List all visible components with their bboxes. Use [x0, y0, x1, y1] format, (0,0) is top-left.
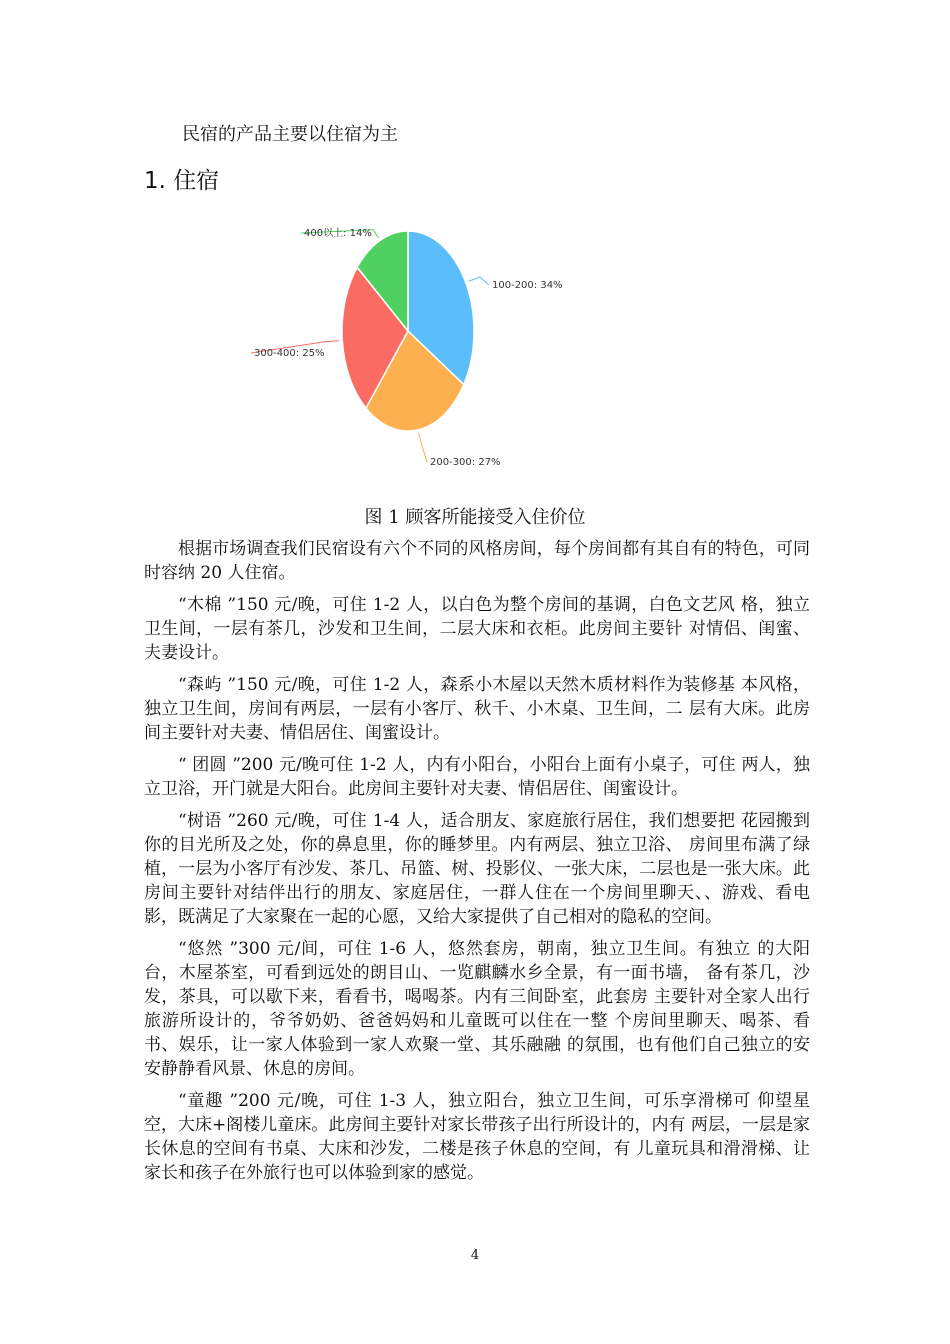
paragraph: “树语 ”260 元/晚，可住 1-4 人，适合朋友、家庭旅行居住，我们想要把 花园搬到你的目光所及之处，你的鼻息里，你的睡梦里。内有两层、独立卫浴、 房间里布满了绿植，一层为小客厅有沙发、茶几、吊篮、树、投影仪、一张大床，二层也是一张大床。此房间主要针对结伴出行的朋友、家庭居住，一群人住在一个房间里聊天、、游戏、看电影，既满足了大家聚在一起的心愿，又给大家提供了自己相对的隐私的空间。 — [144, 811, 810, 927]
pie-slice-label-0: 100-200: 34% — [492, 280, 563, 291]
pie-leader-line-1 — [419, 433, 427, 462]
pie-chart-svg — [230, 215, 630, 480]
figure-caption: 图 1 顾客所能接受入住价位 — [364, 507, 586, 528]
paragraph: “悠然 ”300 元/间，可住 1-6 人，悠然套房，朝南，独立卫生间。有独立 的大阳台，木屋茶室，可看到远处的朗目山、一览麒麟水乡全景，有一面书墙， 备有茶几，沙发，茶具，可以歇下来，看看书，喝喝茶。内有三间卧室，此套房 主要针对全家人出行旅游所设计的，爷爷奶奶、爸爸妈妈和儿童既可以住在一整 个房间里聊天、喝茶、看书、娱乐，让一家人体验到一家人欢聚一堂、其乐融融 的氛围，也有他们自己独立的安安静静看风景、休息的房间。 — [144, 939, 810, 1079]
section-title: 1. 住宿 — [144, 168, 220, 194]
paragraph: 根据市场调查我们民宿设有六个不同的风格房间，每个房间都有其自有的特色，可同时容纳 20 人住宿。 — [144, 539, 810, 583]
pie-slice-label-1: 200-300: 27% — [430, 457, 501, 468]
page-number: 4 — [470, 1248, 480, 1263]
paragraph: “童趣 ”200 元/晚，可住 1-3 人，独立阳台，独立卫生间，可乐享滑梯可 仰望星空，大床+阁楼儿童床。此房间主要针对家长带孩子出行所设计的，内有 两层，一层是家长休息的空间有书桌、大床和沙发，二楼是孩子休息的空间，有 儿童玩具和滑滑梯、让家长和孩子在外旅行也可以体验到家的感觉。 — [144, 1091, 810, 1183]
pie-leader-line-0 — [469, 277, 490, 285]
pie-slice-label-3: 400以上: 14% — [304, 228, 372, 239]
intro-text: 民宿的产品主要以住宿为主 — [182, 124, 398, 145]
paragraph: “森屿 ”150 元/晚，可住 1-2 人，森系小木屋以天然木质材料作为装修基 本风格，独立卫生间，房间有两层，一层有小客厅、秋千、小木桌、卫生间，二 层有大床。此房间主要针对夫妻、情侣居住、闺蜜设计。 — [144, 675, 810, 743]
pie-slice-label-2: 300-400: 25% — [254, 348, 325, 359]
body-text — [144, 537, 810, 1193]
paragraph: “木棉 ”150 元/晚，可住 1-2 人，以白色为整个房间的基调，白色文艺风 格，独立卫生间，一层有茶几，沙发和卫生间，二层大床和衣柜。此房间主要针 对情侣、闺蜜、夫妻设计。 — [144, 595, 810, 663]
paragraph: “ 团圆 ”200 元/晚可住 1-2 人，内有小阳台，小阳台上面有小桌子，可住 两人，独立卫浴，开门就是大阳台。此房间主要针对夫妻、情侣居住、闺蜜设计。 — [144, 755, 810, 799]
price-pie-chart — [230, 215, 630, 480]
